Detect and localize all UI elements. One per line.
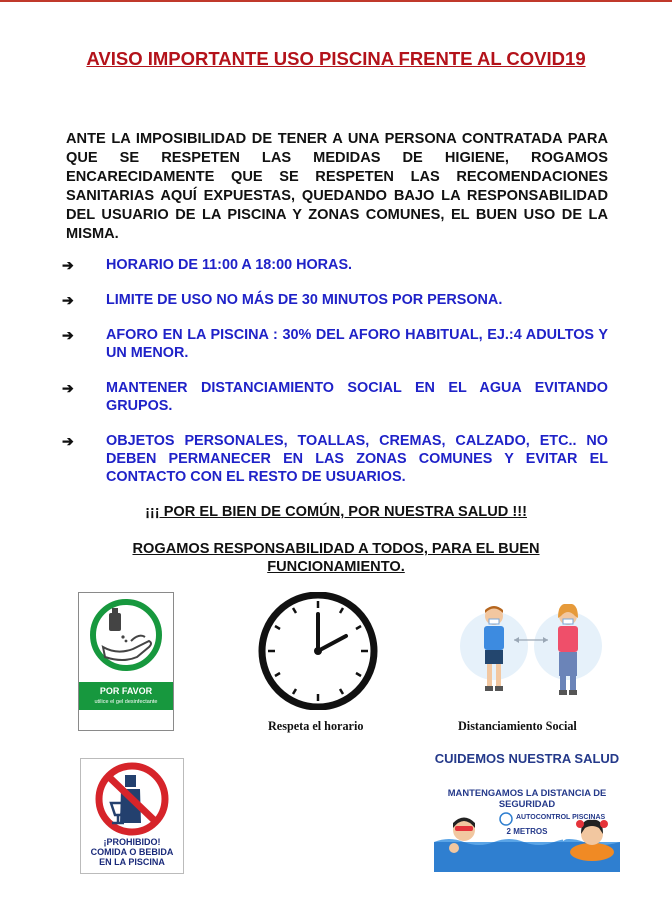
gel-sign-banner [79,682,173,710]
hand-sanitizer-icon [79,597,173,687]
page-title: AVISO IMPORTANTE USO PISCINA FRENTE AL COVID19 [86,48,586,69]
no-food-drink-sign [80,758,184,874]
gel-sign-title: POR FAVOR [99,686,153,696]
distance-poster [434,748,620,872]
arrow-icon: ➔ [62,380,74,396]
prohibited-line-3: EN LA PISCINA [99,857,165,867]
rule-item-distancing [62,379,608,415]
distance-caption: Distanciamiento Social [458,719,577,733]
rule-text: AFORO EN LA PISCINA : 30% DEL AFORO HABITUAL, EJ.:4 ADULTOS Y UN MENOR. [106,327,608,361]
poster-distance: 2 METROS [506,827,548,836]
gel-sign-subtitle: utilice el gel desinfectante [94,699,158,705]
top-border [0,0,672,2]
arrow-icon: ➔ [62,433,74,449]
rule-item-capacity [62,326,608,362]
rule-item-time-limit [62,291,608,309]
prohibited-line-1: ¡PROHIBIDO! [103,837,161,847]
poster-heading: CUIDEMOS NUESTRA SALUD [434,751,620,766]
rule-text: HORARIO DE 11:00 A 18:00 HORAS. [106,257,353,273]
prohibited-text [81,837,183,867]
girl-figure [558,604,578,695]
rule-text: OBJETOS PERSONALES, TOALLAS, CREMAS, CALZADO, ETC.. NO DEBEN PERMANECER EN LAS ZONAS COMUNES Y EVITAR EL CONTACTO CON EL RESTO DE USUARIOS. [106,433,608,485]
poster-brand: AUTOCONTROL PISCINAS [516,814,606,821]
gel-sign [78,592,174,731]
rule-text: MANTENER DISTANCIAMIENTO SOCIAL EN EL AGUA EVITANDO GRUPOS. [106,380,608,414]
request-text: ROGAMOS RESPONSABILIDAD A TODOS, PARA EL BUEN FUNCIONAMIENTO. [132,541,540,575]
intro-paragraph: ANTE LA IMPOSIBILIDAD DE TENER A UNA PERSONA CONTRATADA PARA QUE SE RESPETEN LAS MEDIDAS DE HIGIENE, ROGAMOS ENCARECIDAMENTE QUE SE RESPETEN LAS RECOMENDACIONES SANITARIAS AQUÍ EXPUESTAS, QUEDANDO BAJO LA RESPONSABILIDAD DEL USUARIO DE LA PISCINA Y ZONAS COMUNES, EL BUEN USO DE LA MISMA. [66,131,608,242]
slogan: ¡¡¡ POR EL BIEN DE COMÚN, POR NUESTRA SALUD !!! [145,504,527,520]
no-drink-icon [81,761,183,839]
rule-text: LIMITE DE USO NO MÁS DE 30 MINUTOS POR PERSONA. [106,292,503,308]
rule-item-personal-items [62,432,608,486]
arrow-icon: ➔ [62,257,74,273]
pool-children-illustration [434,808,620,872]
poster-subheading: MANTENGAMOS LA DISTANCIA DE SEGURIDAD [447,787,607,809]
social-distancing-icon [458,604,604,704]
arrow-icon: ➔ [62,292,74,308]
rule-item-schedule [62,256,608,274]
prohibited-line-2: COMIDA O BEBIDA [90,847,174,857]
arrow-icon: ➔ [62,327,74,343]
clock-icon [252,592,384,710]
clock-caption: Respeta el horario [268,719,364,733]
